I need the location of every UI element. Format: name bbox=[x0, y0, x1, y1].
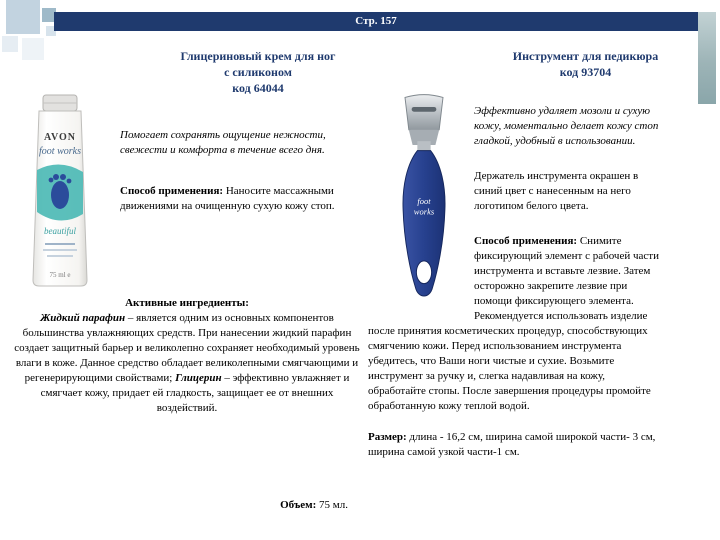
tool-section bbox=[368, 86, 666, 460]
cream-volume-value: 75 мл. bbox=[316, 499, 348, 511]
cream-tube-image bbox=[14, 92, 106, 290]
ingredient-paraffin-name: Жидкий парафин bbox=[40, 312, 126, 324]
tool-title-code: код 93704 bbox=[559, 65, 612, 79]
ingredient-glycerin-name: Глицерин bbox=[175, 372, 222, 384]
decor-square bbox=[22, 38, 44, 60]
tube-beautiful-text: beautiful bbox=[44, 226, 76, 236]
page-number: Стр. 157 bbox=[355, 15, 397, 27]
decor-square bbox=[6, 0, 40, 34]
tool-size bbox=[368, 430, 666, 460]
tool-size-label: Размер: bbox=[368, 431, 407, 443]
cream-volume bbox=[12, 499, 348, 511]
tool-holder-note: Держатель инструмента окрашен в синий цвет с нанесенным на него логотипом белого цвета. bbox=[474, 170, 639, 212]
tool-usage-text: Снимите фиксирующий элемент с рабочей части инструмента и вставьте лезвие. Затем осторожно закрепите лезвие при помощи фиксирующего элемента. Рекомендуется использовать изделие после принятия косметических процедур, способствующих смягчению кожи. Перед использованием инструмента убедитесь, что Ваши ноги чистые и сухие. Возьмите инструмент за ручку и, слегка надавливая на кожу, обработайте стопы. После завершения процедуры промойте обработанную кожу теплой водой. bbox=[368, 235, 659, 412]
cream-title bbox=[112, 48, 404, 96]
ingredient-glycerin-text: – эффективно увлажняет и смягчает кожу, придает ей гладкость, защищает ее от внешних воздействий. bbox=[40, 372, 350, 414]
cream-title-line1: Глицериновый крем для ног bbox=[180, 49, 336, 63]
ingredient-paraffin-text: – является одним из основных компонентов большинства увлажняющих средств. При нанесении жидкий парафин создает защитный барьер и великолепно сохраняет необходимый уровень влаги в коже. Данное средство обладает великолепными смягчающими и регенерирующими свойствами; bbox=[14, 312, 360, 384]
tool-size-text: длина - 16,2 см, ширина самой широкой части- 3 см, ширина самой узкой части-1 см. bbox=[368, 431, 656, 458]
cream-ingredients-label: Активные ингредиенты: bbox=[125, 297, 249, 309]
header-bar bbox=[54, 12, 698, 31]
tube-range-text: foot works bbox=[39, 146, 81, 157]
tool-title bbox=[468, 48, 703, 80]
cream-title-code: код 64044 bbox=[232, 81, 284, 95]
tube-brand-text: AVON bbox=[44, 132, 76, 143]
handle-logo-line1: foot bbox=[417, 195, 431, 206]
tool-description: Эффективно удаляет мозоли и сухую кожу, моментально делает кожу стоп гладкой, удобный в использовании. bbox=[474, 105, 659, 147]
cream-title-line2: с силиконом bbox=[224, 65, 292, 79]
cream-section bbox=[12, 92, 362, 416]
tool-usage-label: Способ применения: bbox=[474, 235, 578, 247]
cream-volume-label: Объем: bbox=[280, 499, 317, 511]
cream-description: Помогает сохранять ощущение нежности, свежести и комфорта в течение всего дня. bbox=[120, 129, 326, 156]
tube-volume-text: 75 ml e bbox=[49, 271, 71, 279]
cream-ingredients bbox=[12, 296, 362, 416]
handle-logo-line2: works bbox=[413, 206, 435, 217]
cream-usage-label: Способ применения: bbox=[120, 185, 224, 197]
tool-title-line1: Инструмент для педикюра bbox=[512, 49, 659, 63]
pedicure-tool-image bbox=[386, 88, 462, 314]
cream-usage-text: Наносите массажными движениями на очищенную сухую кожу стоп. bbox=[120, 185, 335, 212]
decor-square bbox=[2, 36, 18, 52]
